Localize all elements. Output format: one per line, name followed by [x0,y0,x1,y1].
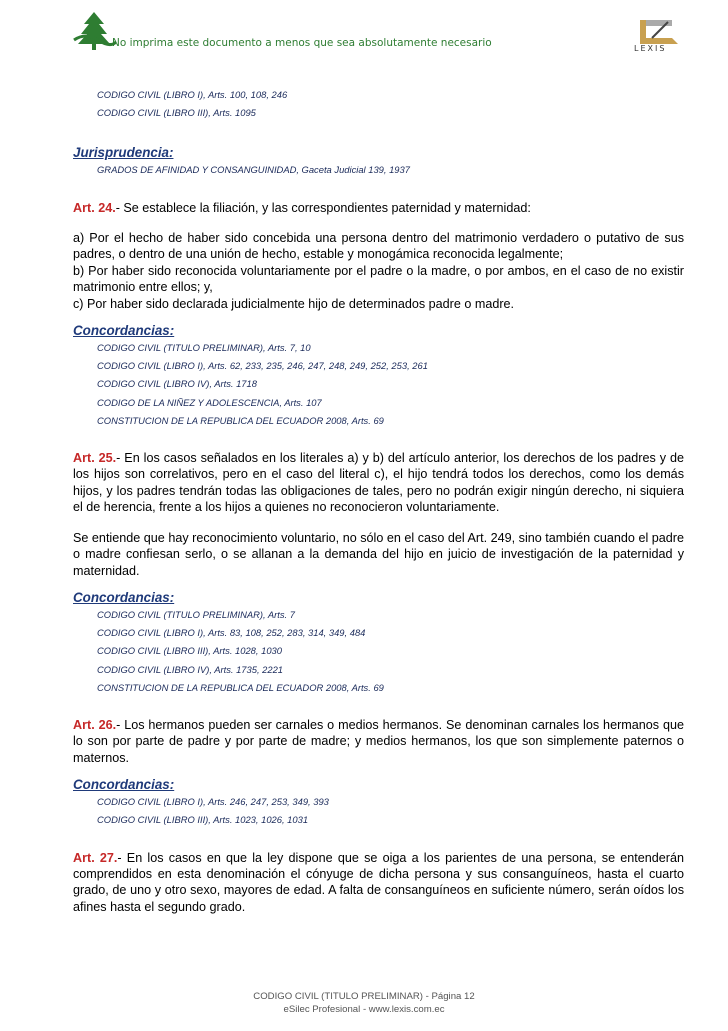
reference-item: CODIGO CIVIL (LIBRO I), Arts. 246, 247, 253, 349, 393 [97,796,329,808]
article-number: Art. 26. [73,717,117,732]
reference-item: CODIGO CIVIL (LIBRO III), Arts. 1095 [97,107,256,119]
article-number: Art. 24. [73,200,116,215]
concordancias-heading: Concordancias: [73,323,175,339]
reference-item: CODIGO CIVIL (LIBRO I), Arts. 83, 108, 252, 283, 314, 349, 484 [97,627,366,639]
reference-item: CODIGO CIVIL (LIBRO I), Arts. 100, 108, 246 [97,89,288,100]
top-references [73,86,684,122]
reference-item: GRADOS DE AFINIDAD Y CONSANGUINIDAD, Gaceta Judicial 139, 1937 [97,164,410,176]
article-27-paragraph [73,850,684,916]
article-number: Art. 25. [73,451,117,466]
reference-item: CODIGO DE LA NIÑEZ Y ADOLESCENCIA, Arts. 107 [97,396,322,408]
document-body [73,86,684,915]
reference-item: CODIGO CIVIL (LIBRO IV), Arts. 1718 [97,378,257,390]
article-25-concordancias [73,606,684,697]
reference-item: CONSTITUCION DE LA REPUBLICA DEL ECUADOR 2008, Arts. 69 [97,414,384,426]
article-26-paragraph [73,717,684,766]
article-26-concordancias [73,793,684,829]
jurisprudencia-references [73,161,684,179]
article-24-item-c: c) Por haber sido declarada judicialmente hijo de determinados padre o madre. [73,296,515,311]
reference-item: CODIGO CIVIL (LIBRO I), Arts. 62, 233, 235, 246, 247, 248, 249, 252, 253, 261 [97,360,428,372]
reference-item: CODIGO CIVIL (LIBRO III), Arts. 1023, 1026, 1031 [97,814,309,826]
page-footer [0,990,728,1016]
article-text: - Los hermanos pueden ser carnales o medios hermanos. Se denominan carnales los hermanos que lo son por parte de padre y por parte de madre; y medios hermanos, los que son simplemente paternos o maternos. [73,717,684,765]
article-text: - Se establece la filiación, y las correspondientes paternidad y maternidad: [115,200,531,215]
article-24-item-b: b) Por haber sido reconocida voluntariamente por el padre o la madre, o por ambos, en el caso de no existir matrimonio entre ellos; y, [73,263,684,295]
jurisprudencia-heading: Jurisprudencia: [73,145,174,161]
reference-item: CODIGO CIVIL (TITULO PRELIMINAR), Arts. 7, 10 [97,342,311,354]
footer-line-2: eSilec Profesional - www.lexis.com.ec [283,1004,445,1015]
reference-item: CODIGO CIVIL (LIBRO IV), Arts. 1735, 2221 [97,663,284,675]
header-slogan: No imprima este documento a menos que sea absolutamente necesario [112,37,492,49]
concordancias-heading: Concordancias: [73,589,175,605]
article-number: Art. 27. [73,850,118,865]
article-25-paragraph-2: Se entiende que hay reconocimiento voluntario, no sólo en el caso del Art. 249, sino también cuando el padre o madre confiesan serlo, o se allanan a la demanda del hijo en juicio de investigación de la paternidad y maternidad. [73,530,684,578]
reference-item: CONSTITUCION DE LA REPUBLICA DEL ECUADOR 2008, Arts. 69 [97,681,384,693]
reference-item: CODIGO CIVIL (TITULO PRELIMINAR), Arts. 7 [97,608,295,620]
footer-line-1: CODIGO CIVIL (TITULO PRELIMINAR) - Página 12 [253,991,475,1002]
article-24-item-a: a) Por el hecho de haber sido concebida una persona dentro del matrimonio verdadero o putativo de sus padres, o dentro de una unión de hecho, estable y monogámica reconocida legalmente; [73,231,684,262]
article-24-concordancias [73,339,684,430]
article-25-paragraph-1 [73,450,684,516]
article-text: - En los casos señalados en los literales a) y b) del artículo anterior, los derechos de los padres y de los hijos son correlativos, pero en el caso del literal c), el hijo tendrá todos los derechos, como los demás hijos, y los padres tendrán todas las obligaciones de tales, pero no podrán exigir ningún derecho, ni siquiera el de herencia, frente a los hijos a quienes no reconocieron voluntariamente. [73,451,684,515]
article-24-heading [73,200,684,216]
page-header [0,0,728,62]
concordancias-heading: Concordancias: [73,777,175,793]
reference-item: CODIGO CIVIL (LIBRO III), Arts. 1028, 1030 [97,645,282,657]
lexis-logo-text: LEXIS [634,44,667,53]
article-text: - En los casos en que la ley dispone que se oiga a los parientes de una persona, se entenderán comprendidos en esta denominación el cónyuge de dicha persona y sus consanguíneos, hasta el cuarto grado, de uno y otro sexo, mayores de edad. A falta de consanguíneos en suficiente número, serán oídos los afines hasta el segundo grado. [73,850,684,914]
tree-logo-icon [72,10,116,52]
